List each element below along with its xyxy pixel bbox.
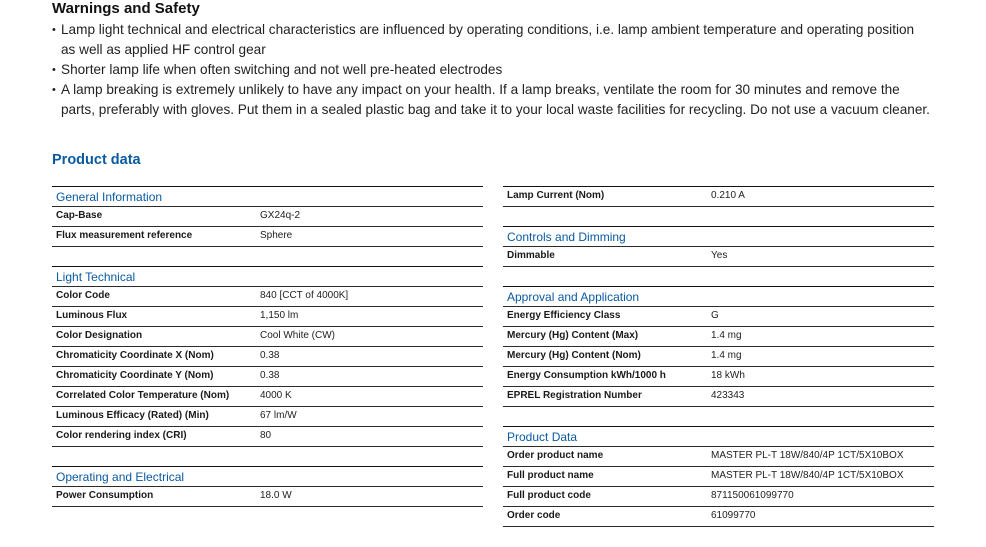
warnings-list bbox=[52, 20, 932, 120]
section-approval-application bbox=[503, 286, 934, 306]
spec-label: Flux measurement reference bbox=[56, 230, 193, 241]
section-light-technical bbox=[52, 266, 483, 286]
spec-label: Energy Efficiency Class bbox=[507, 310, 621, 321]
spec-row bbox=[503, 186, 934, 206]
spec-value: 1,150 lm bbox=[260, 310, 299, 321]
spec-value: 1.4 mg bbox=[711, 330, 742, 341]
spec-value: Yes bbox=[711, 250, 728, 261]
spec-row bbox=[503, 306, 934, 326]
spec-label: Color rendering index (CRI) bbox=[56, 430, 187, 441]
spec-row bbox=[52, 346, 483, 366]
spec-label: Color Designation bbox=[56, 330, 143, 341]
spec-value: Sphere bbox=[260, 230, 293, 241]
spec-label: Mercury (Hg) Content (Nom) bbox=[507, 350, 641, 361]
spec-row bbox=[52, 426, 483, 446]
spec-value: 18 kWh bbox=[711, 370, 745, 381]
spec-label: Order code bbox=[507, 510, 561, 521]
spec-value: 61099770 bbox=[711, 510, 756, 521]
spec-row bbox=[503, 346, 934, 366]
warning-item: • Shorter lamp life when often switching and not well pre-heated electrodes bbox=[52, 60, 932, 80]
spec-row bbox=[52, 486, 483, 506]
spec-label: Luminous Efficacy (Rated) (Min) bbox=[56, 410, 209, 421]
section-heading: Product Data bbox=[507, 430, 578, 444]
right-spec-column bbox=[503, 186, 934, 527]
spec-value: 871150061099770 bbox=[711, 490, 794, 501]
spec-label: Correlated Color Temperature (Nom) bbox=[56, 390, 230, 401]
table-bottom-rule bbox=[503, 526, 934, 527]
section-controls-dimming bbox=[503, 226, 934, 246]
spec-value: 18.0 W bbox=[260, 490, 292, 501]
spec-value: 67 lm/W bbox=[260, 410, 297, 421]
spec-label: Cap-Base bbox=[56, 210, 103, 221]
spec-label: Lamp Current (Nom) bbox=[507, 190, 605, 201]
spec-label: Energy Consumption kWh/1000 h bbox=[507, 370, 666, 381]
spec-row bbox=[52, 326, 483, 346]
spec-row bbox=[52, 306, 483, 326]
section-heading: Approval and Application bbox=[507, 290, 640, 304]
spec-value: 0.38 bbox=[260, 350, 280, 361]
spacer-row bbox=[52, 446, 483, 466]
section-heading: General Information bbox=[56, 190, 163, 204]
spec-value: MASTER PL-T 18W/840/4P 1CT/5X10BOX bbox=[711, 470, 904, 481]
spec-row bbox=[52, 206, 483, 226]
spec-value: 1.4 mg bbox=[711, 350, 742, 361]
spec-label: EPREL Registration Number bbox=[507, 390, 642, 401]
spec-value: MASTER PL-T 18W/840/4P 1CT/5X10BOX bbox=[711, 450, 904, 461]
section-heading: Controls and Dimming bbox=[507, 230, 626, 244]
spec-value: G bbox=[711, 310, 719, 321]
spec-value: 0.38 bbox=[260, 370, 280, 381]
spec-label: Chromaticity Coordinate Y (Nom) bbox=[56, 370, 214, 381]
spec-row bbox=[503, 326, 934, 346]
section-general-information bbox=[52, 186, 483, 206]
section-heading: Light Technical bbox=[56, 270, 136, 284]
section-operating-electrical bbox=[52, 466, 483, 486]
spec-row bbox=[503, 486, 934, 506]
spec-label: Power Consumption bbox=[56, 490, 154, 501]
spec-value: 840 [CCT of 4000K] bbox=[260, 290, 349, 301]
spec-row bbox=[503, 366, 934, 386]
spec-row bbox=[503, 386, 934, 406]
spec-value: Cool White (CW) bbox=[260, 330, 336, 341]
table-bottom-rule bbox=[52, 506, 483, 507]
spec-value: 4000 K bbox=[260, 390, 292, 401]
product-data-title: Product data bbox=[52, 152, 141, 168]
spec-label: Full product name bbox=[507, 470, 594, 481]
section-product-data bbox=[503, 426, 934, 446]
spec-value: 80 bbox=[260, 430, 272, 441]
spacer-row bbox=[52, 246, 483, 266]
spec-row bbox=[503, 446, 934, 466]
spec-label: Luminous Flux bbox=[56, 310, 128, 321]
spec-row bbox=[52, 406, 483, 426]
spec-row bbox=[52, 226, 483, 246]
spec-row bbox=[52, 286, 483, 306]
spacer-row bbox=[503, 266, 934, 286]
spec-value: 423343 bbox=[711, 390, 745, 401]
spec-value: GX24q-2 bbox=[260, 210, 301, 221]
warning-item: • Lamp light technical and electrical characteristics are influenced by operating conditions, i.e. lamp ambient temperature and operating position as well as applied HF control gear bbox=[52, 20, 932, 60]
section-heading: Operating and Electrical bbox=[56, 470, 185, 484]
spec-row bbox=[503, 246, 934, 266]
spec-row bbox=[503, 466, 934, 486]
spec-label: Order product name bbox=[507, 450, 604, 461]
spec-row bbox=[503, 506, 934, 526]
spec-label: Chromaticity Coordinate X (Nom) bbox=[56, 350, 214, 361]
spec-label: Dimmable bbox=[507, 250, 555, 261]
left-spec-column bbox=[52, 186, 483, 507]
spec-label: Full product code bbox=[507, 490, 591, 501]
spacer-row bbox=[503, 206, 934, 226]
warnings-title: Warnings and Safety bbox=[52, 0, 200, 17]
spec-value: 0.210 A bbox=[711, 190, 745, 201]
spec-row bbox=[52, 386, 483, 406]
warning-item: • A lamp breaking is extremely unlikely to have any impact on your health. If a lamp breaks, ventilate the room for 30 minutes and remove the parts, preferably with gloves. Put them in a sealed plastic bag and take it to your local waste facilities for recycling. Do not use a vacuum cleaner. bbox=[52, 80, 932, 120]
spec-label: Color Code bbox=[56, 290, 110, 301]
spec-label: Mercury (Hg) Content (Max) bbox=[507, 330, 639, 341]
spacer-row bbox=[503, 406, 934, 426]
spec-row bbox=[52, 366, 483, 386]
